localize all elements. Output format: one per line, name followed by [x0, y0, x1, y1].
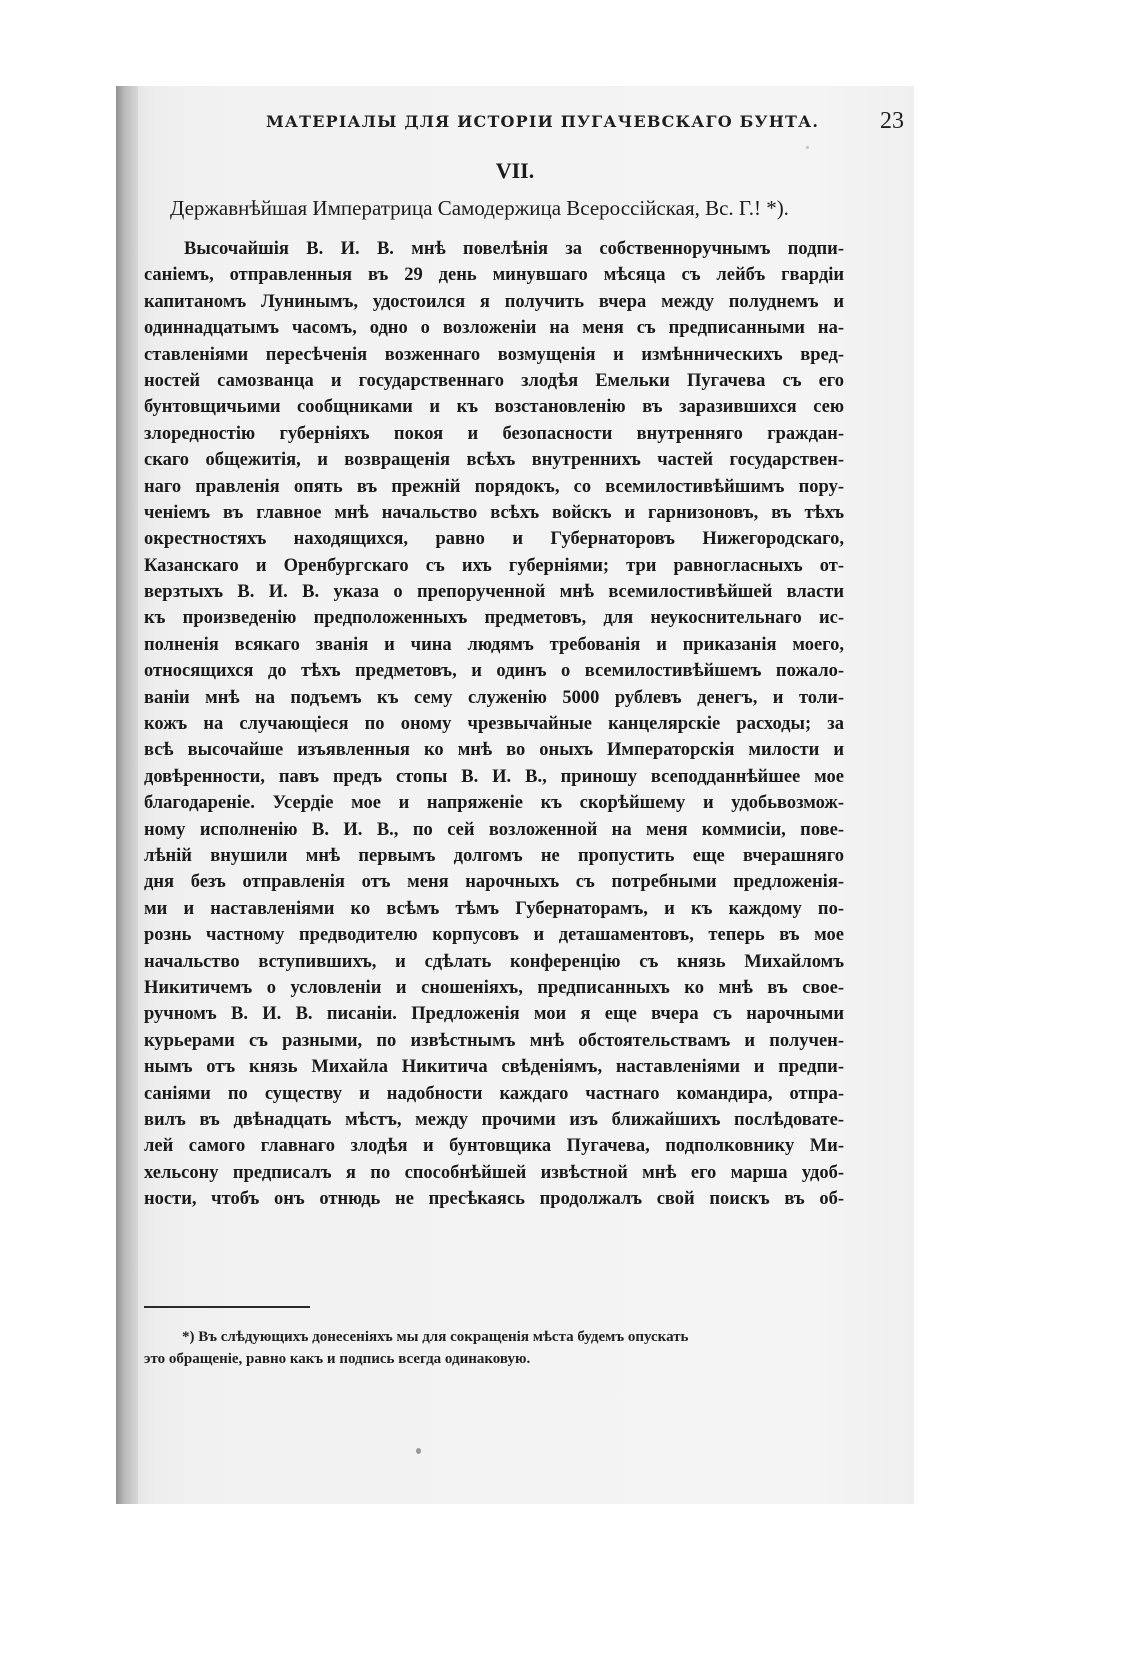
scan-speck — [416, 1448, 421, 1454]
body-line: саніями по существу и надобности каждаго частнаго командира, отпра- — [144, 1083, 844, 1104]
body-line: окрестностяхъ находящихся, равно и Губернаторовъ Нижегородскаго, — [144, 529, 844, 550]
body-line: лей самого главнаго злодѣя и бунтовщика Пугачева, подполковнику Ми- — [144, 1136, 844, 1157]
running-title: МАТЕРІАЛЫ ДЛЯ ИСТОРІИ ПУГАЧЕВСКАГО БУНТА. — [266, 112, 820, 131]
body-line: благодареніе. Усердіе мое и напряженіе къ скорѣйшему и удобьвозмож- — [144, 793, 844, 814]
footnote — [144, 1326, 844, 1370]
body-line: полненія всякаго званія и чина людямъ требованія и приказанія моего, — [144, 634, 844, 655]
footnote-divider — [144, 1306, 310, 1308]
body-line: бунтовщичьими сообщниками и къ возстановленію въ заразившихся сею — [144, 397, 844, 418]
body-line: рознь частному предводителю корпусовъ и деташаментовъ, теперь въ мое — [144, 925, 844, 946]
body-line: ми и наставленіями ко всѣмъ тѣмъ Губернаторамъ, и къ каждому по- — [144, 898, 844, 919]
body-line: капитаномъ Лунинымъ, удостоился я получить вчера между полуднемъ и — [144, 291, 844, 312]
body-line: ченіемъ въ главное мнѣ начальство всѣхъ войскъ и гарнизоновъ, въ тѣхъ — [144, 502, 844, 523]
salutation: Державнѣйшая Императрица Самодержица Всероссійская, Вс. Г.! *). — [170, 196, 789, 220]
body-text — [144, 236, 844, 1212]
body-line: одиннадцатымъ часомъ, одно о возложеніи на меня съ предписанными на- — [144, 318, 844, 339]
body-line: Казанскаго и Оренбургскаго съ ихъ губерніями; три равногласныхъ от- — [144, 555, 844, 576]
body-line: дня безъ отправленія отъ меня нарочныхъ съ потребными предложенія- — [144, 872, 844, 893]
body-line: нымъ отъ князь Михайла Никитича свѣденіямъ, наставленіями и предпи- — [144, 1057, 844, 1078]
scan-speck — [806, 146, 809, 149]
body-line: ности, чтобъ онъ отнюдь не пресѣкаясь продолжалъ свой поискъ въ об- — [144, 1189, 844, 1210]
body-line: лѣній внушили мнѣ первымъ долгомъ не пропустить еще вчерашняго — [144, 845, 844, 866]
body-line: ному исполненію В. И. В., по сей возложенной на меня коммисіи, пове- — [144, 819, 844, 840]
binding-gutter-shadow — [116, 86, 138, 1504]
body-line: скаго общежитія, и возвращенія всѣхъ внутреннихъ частей государствен- — [144, 450, 844, 471]
body-line: хельсону предписалъ я по способнѣйшей извѣстной мнѣ его марша удоб- — [144, 1162, 844, 1183]
body-line: ностей самозванца и государственнаго злодѣя Емельки Пугачева съ его — [144, 370, 844, 391]
body-line: саніемъ, отправленныя въ 29 день минувшаго мѣсяца съ лейбъ гвардіи — [144, 265, 844, 286]
body-line: ставленіями пересѣченія возженнаго возмущенія и измѣнническихъ вред- — [144, 344, 844, 365]
body-line: къ произведенію предположенныхъ предметовъ, для неукоснительнаго ис- — [144, 608, 844, 629]
footnote-line: *) Въ слѣдующихъ донесеніяхъ мы для сокращенія мѣста будемъ опускать — [182, 1329, 689, 1345]
body-line: всѣ высочайше изъявленныя ко мнѣ во оныхъ Императорскія милости и — [144, 740, 844, 761]
page-header — [266, 108, 904, 138]
body-line: Никитичемъ о условленіи и сношеніяхъ, предписанныхъ ко мнѣ въ свое- — [144, 977, 844, 998]
body-line: курьерами съ разными, по извѣстнымъ мнѣ обстоятельствамъ и получен- — [144, 1030, 844, 1051]
body-line: злоредностію губерніяхъ покоя и безопасности внутренняго граждан- — [144, 423, 844, 444]
body-line: ваніи мнѣ на подъемъ къ сему служенію 5000 рублевъ денегъ, и толи- — [144, 687, 844, 708]
body-line: относящихся до тѣхъ предметовъ, и одинъ о всемилостивѣйшемъ пожало- — [144, 661, 844, 682]
body-line: Высочайшія В. И. В. мнѣ повелѣнія за собственноручнымъ подпи- — [184, 239, 844, 259]
body-line: ручномъ В. И. В. писаніи. Предложенія мои я еще вчера съ нарочными — [144, 1004, 844, 1025]
footnote-line: это обращеніе, равно какъ и подпись всегда одинаковую. — [144, 1351, 531, 1367]
body-line: верзтыхъ В. И. В. указа о препорученной мнѣ всемилостивѣйшей власти — [144, 582, 844, 603]
body-line: наго правленія опять въ прежній порядокъ, со всемилостивѣйшимъ пору- — [144, 476, 844, 497]
body-line: довѣренности, павъ предъ стопы В. И. В., приношу всеподданнѣйшее мое — [144, 766, 844, 787]
body-line: кожъ на случающіеся по оному чрезвычайные канцелярскіе расходы; за — [144, 714, 844, 735]
body-line: начальство вступившихъ, и сдѣлать конференцію съ князь Михайломъ — [144, 951, 844, 972]
body-line: вилъ въ двѣнадцать мѣстъ, между прочими изъ ближайшихъ послѣдовате- — [144, 1109, 844, 1130]
section-number: VII. — [495, 158, 535, 183]
page-number: 23 — [880, 108, 904, 134]
scanned-page — [116, 86, 914, 1504]
